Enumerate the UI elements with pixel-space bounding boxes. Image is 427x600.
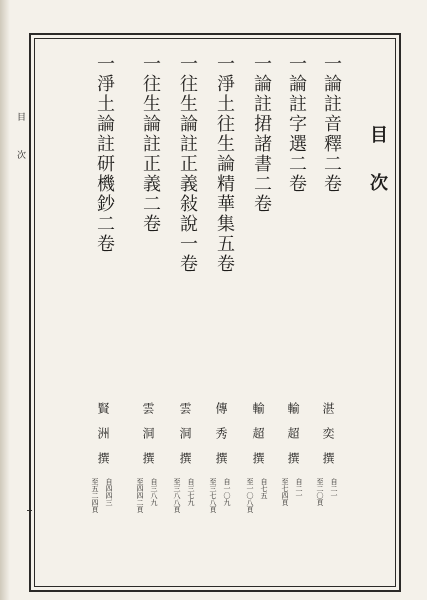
entry-name: 往生論註正義二卷	[140, 74, 161, 234]
entry-name: 論註捃諸書二卷	[251, 74, 272, 214]
entry-7-author: 賢洲撰	[96, 402, 110, 477]
entry-5-author: 雲洞撰	[178, 402, 192, 477]
entry-mark: 一	[251, 54, 272, 74]
running-head-char-1: 目	[15, 112, 25, 121]
page-from: 自一〇九	[223, 478, 231, 506]
entry-name: 淨土往生論精華集五卷	[214, 74, 235, 274]
entry-2-title	[283, 54, 309, 194]
entry-4-author: 傳秀撰	[214, 402, 228, 477]
page-to: 至四四二頁	[136, 478, 144, 513]
entry-5-title	[174, 54, 200, 274]
entry-2-page-range	[281, 478, 303, 506]
page-to: 至五二四頁	[91, 478, 99, 513]
page-from: 自四四三	[105, 478, 113, 506]
page-to: 至三七八頁	[209, 478, 217, 513]
entry-mark: 一	[94, 54, 115, 74]
entry-1-page-range	[316, 478, 338, 506]
page-from: 自三七九	[187, 478, 195, 506]
page-from: 自二一	[295, 478, 303, 499]
entry-5-page-range	[173, 478, 195, 513]
entry-4-title	[211, 54, 237, 274]
binding-gutter	[0, 0, 10, 600]
entry-name: 論註音釋二卷	[321, 74, 342, 194]
entry-mark: 一	[321, 54, 342, 74]
page-from: 自二一	[330, 478, 338, 499]
entry-3-author: 輸超撰	[251, 402, 265, 477]
entry-6-author: 雲洞撰	[141, 402, 155, 477]
entry-6-page-range	[136, 478, 158, 513]
page-to: 至三八八頁	[173, 478, 181, 513]
page-to: 至一〇八頁	[246, 478, 254, 513]
entry-3-title	[248, 54, 274, 214]
page-title: 目次	[367, 125, 388, 221]
entry-6-title	[137, 54, 163, 234]
entry-mark: 一	[214, 54, 235, 74]
entry-1-title	[318, 54, 344, 194]
entry-name: 淨土論註研機鈔二卷	[94, 74, 115, 254]
entry-7-title	[91, 54, 117, 254]
entry-4-page-range	[209, 478, 231, 513]
entry-1-author: 湛奕撰	[321, 402, 335, 477]
entry-mark: 一	[286, 54, 307, 74]
entry-name: 論註字選二卷	[286, 74, 307, 194]
entry-name: 往生論註正義敍說一卷	[177, 74, 198, 274]
page-from: 自三八九	[150, 478, 158, 506]
running-head-char-2: 次	[15, 150, 25, 159]
entry-3-page-range	[246, 478, 268, 513]
entry-7-page-range	[91, 478, 113, 513]
page-from: 自七五	[260, 478, 268, 499]
entry-mark: 一	[140, 54, 161, 74]
entry-mark: 一	[177, 54, 198, 74]
page-to: 至七四頁	[281, 478, 289, 506]
entry-2-author: 輸超撰	[286, 402, 300, 477]
page-to: 至二〇頁	[316, 478, 324, 506]
